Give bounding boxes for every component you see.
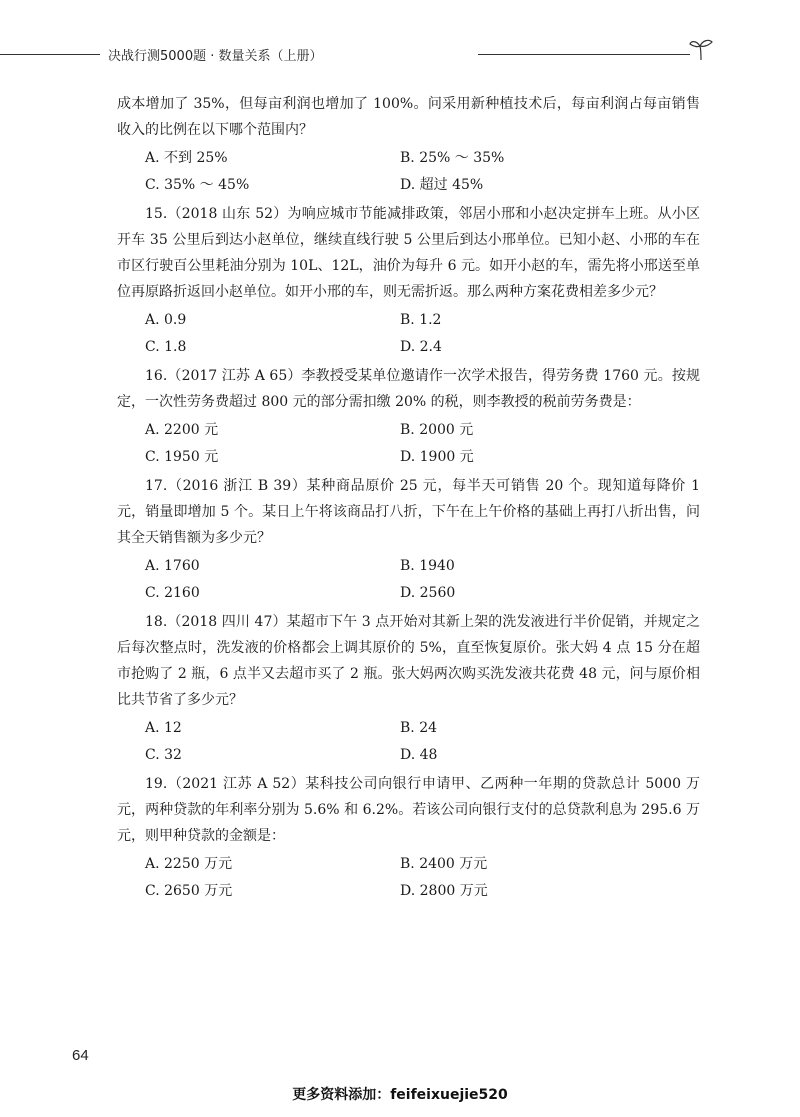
problem-15 [117, 201, 700, 361]
option-c: C. 2160 [145, 585, 200, 601]
option-d: D. 超过 45% [400, 177, 484, 193]
option-c: C. 1950 元 [145, 449, 219, 465]
problem-17 [117, 473, 700, 607]
problem-14-continued [117, 91, 700, 199]
answer-options [145, 307, 700, 361]
option-b: B. 1.2 [400, 312, 442, 328]
problem-text: 成本增加了 35%，但每亩利润也增加了 100%。问采用新种植技术后，每亩利润占每亩销售收入的比例在以下哪个范围内？ [117, 96, 700, 138]
option-b: B. 1940 [400, 558, 455, 574]
option-c: C. 1.8 [145, 339, 187, 355]
problem-text: 19.（2021 江苏 A 52）某科技公司向银行申请甲、乙两种一年期的贷款总计 5000 万元，两种贷款的年利率分别为 5.6% 和 6.2%。若该公司向银行支付的总贷款利息为 295.6 万元，则甲种贷款的金额是： [117, 776, 700, 844]
problem-text: 17.（2016 浙江 B 39）某种商品原价 25 元，每半天可销售 20 个。现知道每降价 1 元，销量即增加 5 个。某日上午将该商品打八折，下午在上午价格的基础上再打八折出售，问其全天销售额为多少元？ [117, 478, 700, 546]
answer-options [145, 417, 700, 471]
option-d: D. 2800 万元 [400, 883, 488, 899]
answer-options [145, 851, 700, 905]
page-number: 64 [72, 1047, 89, 1064]
problem-text: 18.（2018 四川 47）某超市下午 3 点开始对其新上架的洗发液进行半价促销，并规定之后每次整点时，洗发液的价格都会上调其原价的 5%，直至恢复原价。张大妈 4 点 15 分在超市抢购了 2 瓶，6 点半又去超市买了 2 瓶。张大妈两次购买洗发液共花费 48 元，问与原价相比共节省了多少元？ [117, 614, 700, 708]
header-rule-right [478, 54, 690, 55]
option-a: A. 2250 万元 [145, 856, 233, 872]
option-b: B. 2400 万元 [400, 856, 488, 872]
problem-16 [117, 363, 700, 471]
option-a: A. 0.9 [145, 312, 187, 328]
option-b: B. 25% ～ 35% [400, 150, 505, 166]
footer-note: 更多资料添加：feifeixuejie520 [292, 1087, 508, 1103]
book-title: 决战行测5000题 · 数量关系（上册） [108, 49, 323, 64]
answer-options [145, 553, 700, 607]
sprout-icon [688, 36, 714, 62]
option-a: A. 不到 25% [145, 150, 228, 166]
option-c: C. 32 [145, 747, 182, 763]
option-d: D. 48 [400, 747, 438, 763]
option-c: C. 2650 万元 [145, 883, 233, 899]
answer-options [145, 145, 700, 199]
answer-options [145, 715, 700, 769]
option-d: D. 1900 元 [400, 449, 474, 465]
problem-text: 15.（2018 山东 52）为响应城市节能减排政策，邻居小邢和小赵决定拼车上班。从小区开车 35 公里后到达小赵单位，继续直线行驶 5 公里后到达小邢单位。已知小赵、小邢的车在市区行驶百公里耗油分别为 10L、12L，油价为每升 6 元。如开小赵的车，需先将小邢送至单位再原路折返回小赵单位。如开小邢的车，则无需折返。那么两种方案花费相差多少元？ [117, 206, 700, 300]
option-d: D. 2.4 [400, 339, 442, 355]
option-d: D. 2560 [400, 585, 456, 601]
running-header [0, 44, 800, 64]
problem-19 [117, 771, 700, 905]
page-content [117, 91, 700, 907]
option-b: B. 2000 元 [400, 422, 474, 438]
option-a: A. 1760 [145, 558, 200, 574]
option-a: A. 12 [145, 720, 182, 736]
problem-text: 16.（2017 江苏 A 65）李教授受某单位邀请作一次学术报告，得劳务费 1760 元。按规定，一次性劳务费超过 800 元的部分需扣缴 20% 的税，则李教授的税前劳务费是： [117, 368, 700, 410]
header-rule-left [0, 54, 100, 55]
option-c: C. 35% ～ 45% [145, 177, 250, 193]
problem-18 [117, 609, 700, 769]
option-a: A. 2200 元 [145, 422, 219, 438]
option-b: B. 24 [400, 720, 438, 736]
